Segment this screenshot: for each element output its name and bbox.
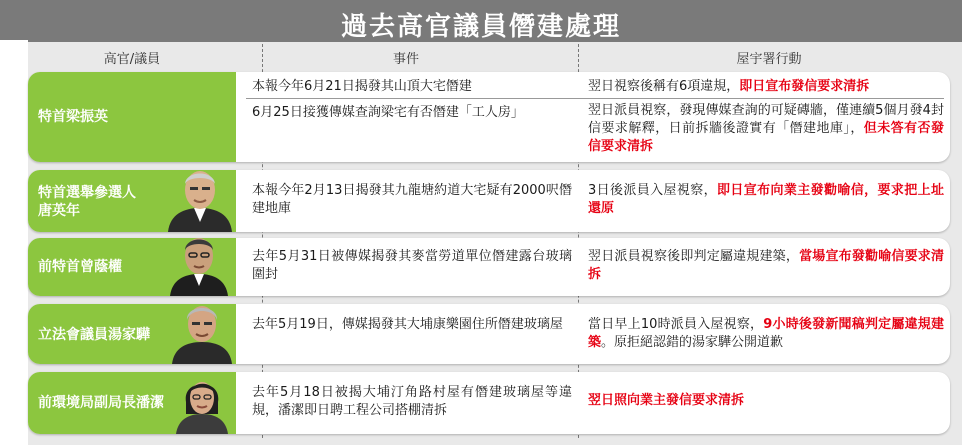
portrait-man-icon [170,304,234,364]
portrait-woman-icon [174,372,230,434]
table-row [28,72,950,162]
table-row [28,304,950,364]
portrait-man-icon [164,170,236,232]
table-row [28,238,950,296]
action-text [588,248,944,284]
action-emphasis: 即日宣布發信要求清拆 [739,79,870,94]
official-name [38,184,136,220]
event-text: 去年5月18日被揭大埔汀角路村屋有僭建玻璃屋等違規，潘潔即日聘工程公司搭棚清拆 [252,385,572,418]
event-text: 本報今年2月13日揭發其九龍塘約道大宅疑有2000呎僭建地庫 [252,183,572,216]
page-title: 過去高官議員僭建處理 [340,12,621,42]
official-name-cell [28,238,236,296]
action-emphasis: 即日宣布向業主發勸喻信，要求把上址還原 [588,183,944,216]
header-official: 高官/議員 [103,52,161,67]
table-row [28,372,950,434]
action-plain: 翌日派員視察，發現傳媒查詢的可疑磚牆，僅連續5個月發4封信要求解釋，日前拆牆後證實有「僭建地庫」， [588,103,944,136]
official-name-cell [28,72,236,162]
action-text [588,102,944,156]
official-name-line: 唐英年 [38,203,80,219]
action-emphasis: 翌日照向業主發信要求清拆 [588,393,745,408]
action-text [588,392,944,410]
official-name: 前特首曾蔭權 [38,259,122,275]
action-emphasis: 但未答有否發信要求清拆 [588,121,944,154]
header-event: 事件 [392,52,419,67]
action-text [588,182,944,218]
action-text [588,78,944,96]
official-name-cell [28,304,236,364]
action-tail: 。原拒絕認錯的湯家驊公開道歉 [601,335,784,350]
event-text: 去年5月31日被傳媒揭發其麥當勞道單位僭建露台玻璃圍封 [252,249,572,282]
official-name-cell [28,372,236,434]
event-text: 6月25日接獲傳媒查詢梁宅有否僭建「工人房」 [252,105,524,120]
event-text: 去年5月19日，傳媒揭發其大埔康樂園住所僭建玻璃屋 [252,317,563,332]
official-name-line: 特首選舉參選人 [38,185,136,201]
action-text [588,316,944,352]
header-action: 屋宇署行動 [736,52,802,67]
official-name: 前環境局副局長潘潔 [38,395,164,411]
official-name: 立法會議員湯家驊 [38,327,150,343]
action-emphasis: 9小時後發新聞稿判定屬違規建築 [588,317,944,350]
action-plain: 翌日視察後稱有6項違規， [588,79,740,94]
event-text: 本報今年6月21日揭發其山頂大宅僭建 [252,79,472,94]
action-plain: 3日後派員入屋視察， [588,183,718,198]
title-banner [0,0,962,48]
portrait-man-icon [166,238,232,296]
table-header [28,44,962,68]
row-divider [246,98,944,99]
table-row [28,170,950,232]
action-emphasis: 當場宣布發勸喻信要求清拆 [588,249,944,282]
official-name-cell [28,170,236,232]
action-plain: 當日早上10時派員入屋視察， [588,317,764,332]
official-name: 特首梁振英 [38,109,108,125]
action-plain: 翌日派員視察後即判定屬違規建築， [588,249,800,264]
